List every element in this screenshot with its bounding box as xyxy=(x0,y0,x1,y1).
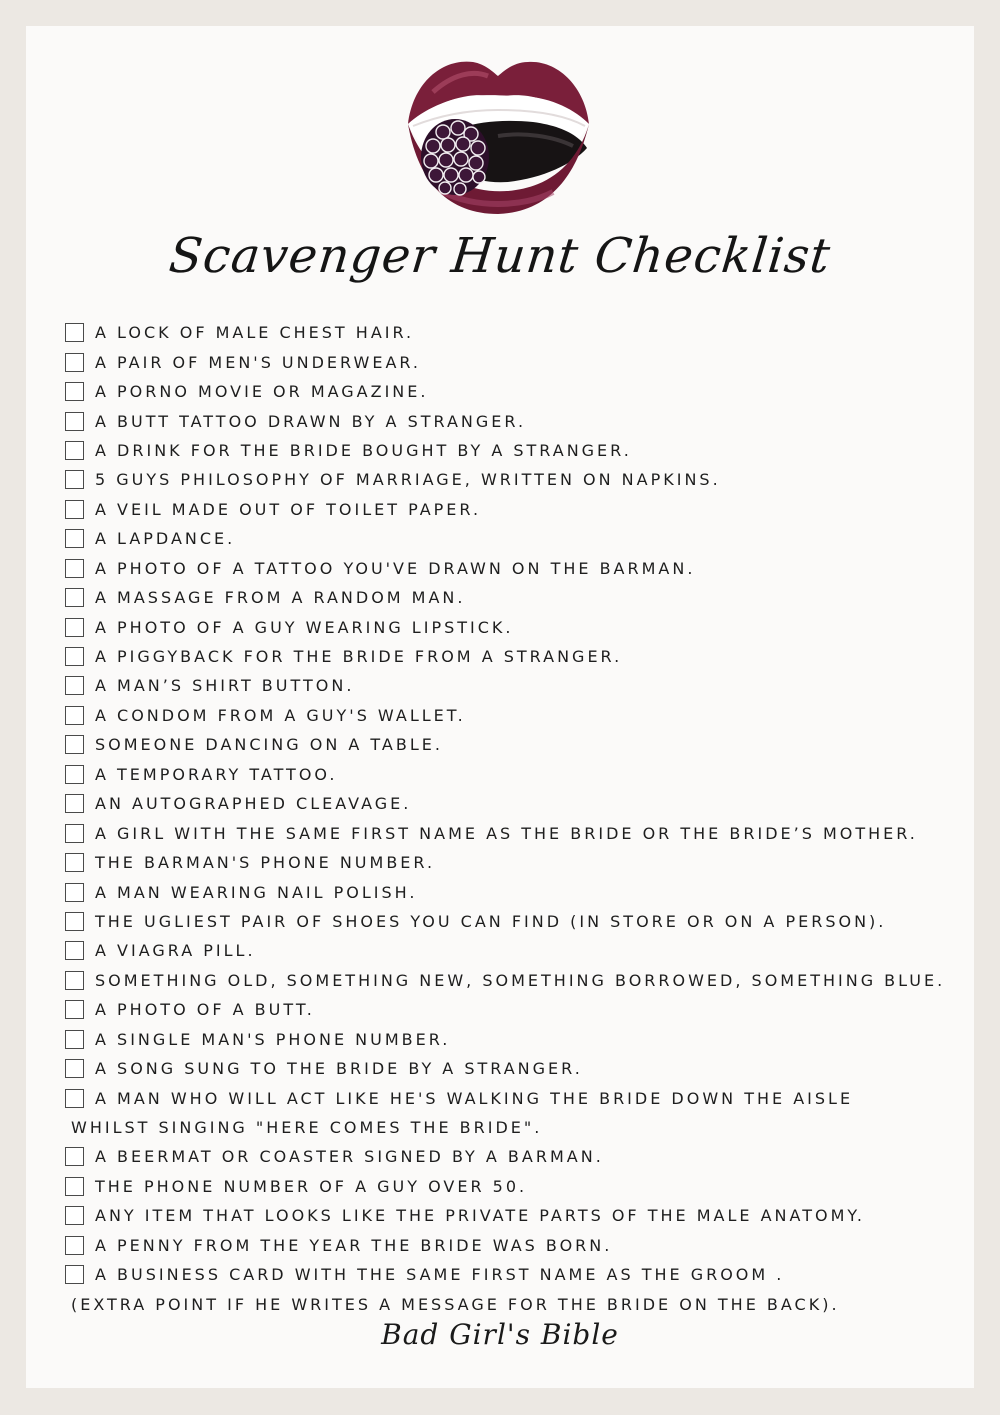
list-item-continuation xyxy=(65,1113,970,1142)
checkbox[interactable] xyxy=(65,676,84,695)
checkbox[interactable] xyxy=(65,1089,84,1108)
list-item-label: ANY ITEM THAT LOOKS LIKE THE PRIVATE PARTS OF THE MALE ANATOMY. xyxy=(95,1206,865,1226)
list-item[interactable] xyxy=(65,318,970,347)
checkbox[interactable] xyxy=(65,765,84,784)
checkbox[interactable] xyxy=(65,912,84,931)
list-item-label: THE PHONE NUMBER OF A GUY OVER 50. xyxy=(95,1176,528,1196)
list-item[interactable] xyxy=(65,1172,970,1201)
list-item-label: A MAN WHO WILL ACT LIKE HE'S WALKING THE BRIDE DOWN THE AISLE xyxy=(95,1088,854,1108)
checkbox[interactable] xyxy=(65,735,84,754)
list-item[interactable] xyxy=(65,642,970,671)
list-item-label: A CONDOM FROM A GUY'S WALLET. xyxy=(95,705,466,725)
checkbox[interactable] xyxy=(65,1030,84,1049)
list-item-label: A MAN WEARING NAIL POLISH. xyxy=(95,882,418,902)
signature-logo: Bad Girl's Bible xyxy=(381,1318,619,1351)
list-item-label: WHILST SINGING "HERE COMES THE BRIDE". xyxy=(71,1118,543,1138)
list-item-label: A PHOTO OF A BUTT. xyxy=(95,1000,315,1020)
list-item[interactable] xyxy=(65,495,970,524)
list-item[interactable] xyxy=(65,583,970,612)
list-item-label: A BEERMAT OR COASTER SIGNED BY A BARMAN. xyxy=(95,1147,604,1167)
checklist xyxy=(65,318,970,1319)
list-item-label: A MASSAGE FROM A RANDOM MAN. xyxy=(95,588,466,608)
list-item-label: A SONG SUNG TO THE BRIDE BY A STRANGER. xyxy=(95,1059,583,1079)
list-item[interactable] xyxy=(65,465,970,494)
list-item-label: SOMETHING OLD, SOMETHING NEW, SOMETHING BORROWED, SOMETHING BLUE. xyxy=(95,970,946,990)
list-item-label: A BUSINESS CARD WITH THE SAME FIRST NAME AS THE GROOM . xyxy=(95,1265,785,1285)
list-item[interactable] xyxy=(65,377,970,406)
checkbox[interactable] xyxy=(65,529,84,548)
list-item-label: A GIRL WITH THE SAME FIRST NAME AS THE BRIDE OR THE BRIDE’S MOTHER. xyxy=(95,823,918,843)
checkbox[interactable] xyxy=(65,706,84,725)
list-item[interactable] xyxy=(65,406,970,435)
list-item-label: A PORNO MOVIE OR MAGAZINE. xyxy=(95,382,429,402)
list-item[interactable] xyxy=(65,554,970,583)
checkbox[interactable] xyxy=(65,441,84,460)
checkbox[interactable] xyxy=(65,941,84,960)
list-item-label: A PHOTO OF A TATTOO YOU'VE DRAWN ON THE BARMAN. xyxy=(95,558,696,578)
list-item-label: AN AUTOGRAPHED CLEAVAGE. xyxy=(95,794,412,814)
list-item-label: THE UGLIEST PAIR OF SHOES YOU CAN FIND (IN STORE OR ON A PERSON). xyxy=(95,911,887,931)
checkbox[interactable] xyxy=(65,794,84,813)
checkbox[interactable] xyxy=(65,824,84,843)
list-item[interactable] xyxy=(65,1201,970,1230)
checkbox[interactable] xyxy=(65,470,84,489)
list-item-label: SOMEONE DANCING ON A TABLE. xyxy=(95,735,443,755)
checkbox[interactable] xyxy=(65,1265,84,1284)
list-item-label: A VEIL MADE OUT OF TOILET PAPER. xyxy=(95,499,482,519)
checkbox[interactable] xyxy=(65,382,84,401)
checkbox[interactable] xyxy=(65,1147,84,1166)
checkbox[interactable] xyxy=(65,1177,84,1196)
list-item[interactable] xyxy=(65,1231,970,1260)
list-item[interactable] xyxy=(65,730,970,759)
list-item[interactable] xyxy=(65,848,970,877)
list-item[interactable] xyxy=(65,701,970,730)
blackberry-icon xyxy=(421,119,489,195)
list-item[interactable] xyxy=(65,1083,970,1112)
list-item[interactable] xyxy=(65,436,970,465)
list-item[interactable] xyxy=(65,818,970,847)
checkbox[interactable] xyxy=(65,1236,84,1255)
checkbox[interactable] xyxy=(65,323,84,342)
checkbox[interactable] xyxy=(65,647,84,666)
list-item[interactable] xyxy=(65,995,970,1024)
list-item[interactable] xyxy=(65,907,970,936)
list-item[interactable] xyxy=(65,1260,970,1289)
list-item-label: 5 GUYS PHILOSOPHY OF MARRIAGE, WRITTEN ON NAPKINS. xyxy=(95,470,721,490)
list-item[interactable] xyxy=(65,966,970,995)
list-item-label: A PAIR OF MEN'S UNDERWEAR. xyxy=(95,352,422,372)
list-item[interactable] xyxy=(65,347,970,376)
list-item[interactable] xyxy=(65,760,970,789)
checkbox[interactable] xyxy=(65,853,84,872)
list-item[interactable] xyxy=(65,1054,970,1083)
checkbox[interactable] xyxy=(65,412,84,431)
list-item[interactable] xyxy=(65,1142,970,1171)
checkbox[interactable] xyxy=(65,500,84,519)
list-item-label: A PIGGYBACK FOR THE BRIDE FROM A STRANGER. xyxy=(95,647,623,667)
list-item[interactable] xyxy=(65,671,970,700)
list-item[interactable] xyxy=(65,936,970,965)
list-item-label: A LAPDANCE. xyxy=(95,529,236,549)
checkbox[interactable] xyxy=(65,618,84,637)
checkbox[interactable] xyxy=(65,353,84,372)
list-item-label: A BUTT TATTOO DRAWN BY A STRANGER. xyxy=(95,411,527,431)
list-item-continuation xyxy=(65,1289,970,1318)
list-item-label: A SINGLE MAN'S PHONE NUMBER. xyxy=(95,1029,451,1049)
list-item[interactable] xyxy=(65,1025,970,1054)
list-item[interactable] xyxy=(65,612,970,641)
list-item-label: A LOCK OF MALE CHEST HAIR. xyxy=(95,323,415,343)
checkbox[interactable] xyxy=(65,588,84,607)
checkbox[interactable] xyxy=(65,1000,84,1019)
list-item-label: (EXTRA POINT IF HE WRITES A MESSAGE FOR THE BRIDE ON THE BACK). xyxy=(71,1294,840,1314)
list-item[interactable] xyxy=(65,877,970,906)
list-item-label: THE BARMAN'S PHONE NUMBER. xyxy=(95,853,436,873)
list-item-label: A PENNY FROM THE YEAR THE BRIDE WAS BORN. xyxy=(95,1235,613,1255)
list-item-label: A PHOTO OF A GUY WEARING LIPSTICK. xyxy=(95,617,514,637)
list-item[interactable] xyxy=(65,789,970,818)
list-item-label: A DRINK FOR THE BRIDE BOUGHT BY A STRANGER. xyxy=(95,440,632,460)
checkbox[interactable] xyxy=(65,559,84,578)
checkbox[interactable] xyxy=(65,883,84,902)
checkbox[interactable] xyxy=(65,1206,84,1225)
lips-blackberry-icon xyxy=(403,52,593,220)
list-item-label: A VIAGRA PILL. xyxy=(95,941,256,961)
list-item-label: A MAN’S SHIRT BUTTON. xyxy=(95,676,355,696)
list-item[interactable] xyxy=(65,524,970,553)
list-item-label: A TEMPORARY TATTOO. xyxy=(95,764,338,784)
checkbox[interactable] xyxy=(65,1059,84,1078)
page-title: Scavenger Hunt Checklist xyxy=(166,228,834,284)
checkbox[interactable] xyxy=(65,971,84,990)
